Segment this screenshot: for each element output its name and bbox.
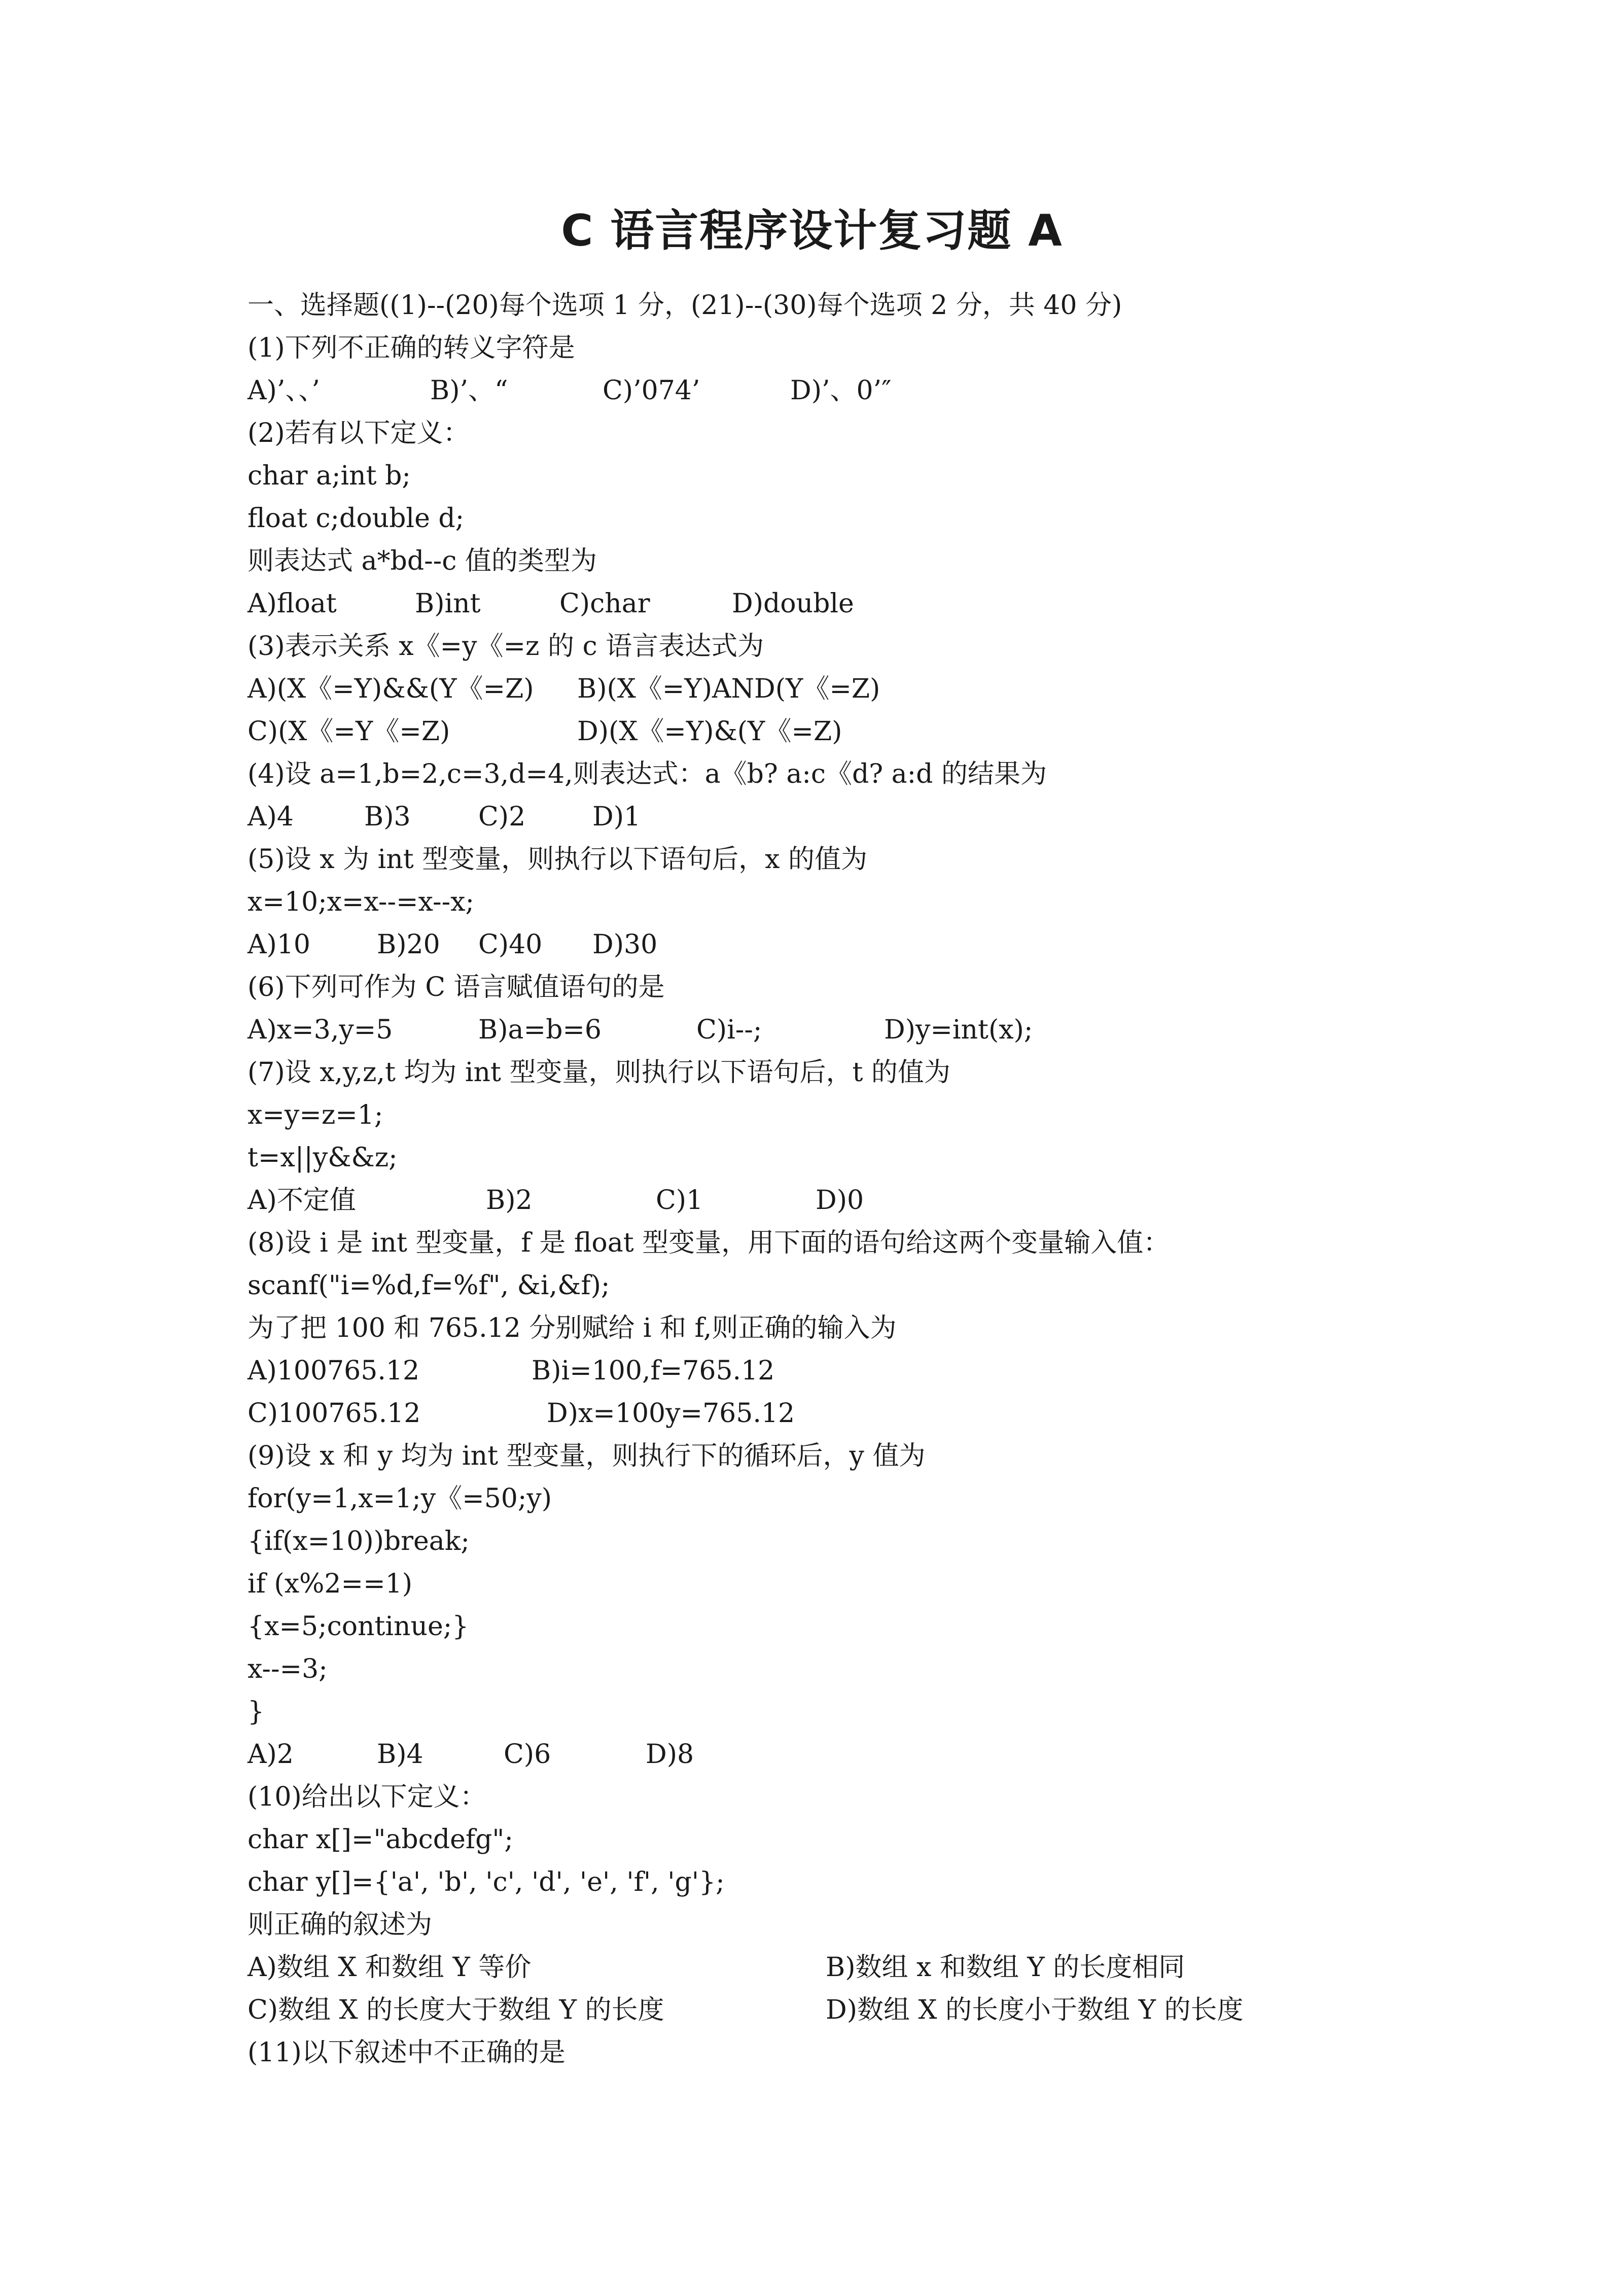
- question-3-options-row-1: [248, 668, 1414, 710]
- option-a: A)(X《=Y)&&(Y《=Z): [248, 674, 534, 704]
- option-a: A)不定值: [248, 1185, 356, 1216]
- option-b: B)int: [415, 589, 481, 619]
- option-a: A)float: [248, 589, 337, 619]
- page-title: C 语言程序设计复习题 A: [561, 205, 1063, 256]
- question-8-options-row-2: [248, 1392, 1414, 1435]
- option-b: B)2: [486, 1185, 533, 1216]
- question-1-options: [248, 369, 1414, 412]
- section-heading: 一、选择题((1)--(20)每个选项 1 分，(21)--(30)每个选项 2 分，共 40 分): [248, 290, 1122, 321]
- option-b: B)数组 x 和数组 Y 的长度相同: [826, 1952, 1185, 1983]
- question-11-stem: (11)以下叙述中不正确的是: [248, 2037, 566, 2068]
- option-a: A)10: [248, 929, 311, 960]
- question-4-stem: (4)设 a=1,b=2,c=3,d=4,则表达式：a《b? a:c《d? a:d 的结果为: [248, 759, 1047, 789]
- code-line: x=10;x=x--=x--x;: [248, 887, 475, 917]
- option-b: B)’、“: [430, 375, 508, 406]
- option-b: B)a=b=6: [478, 1015, 602, 1045]
- option-c: C)char: [559, 589, 650, 619]
- option-d: D)double: [732, 589, 854, 619]
- option-b: B)3: [364, 802, 411, 832]
- question-5-options: [248, 923, 1414, 966]
- question-2-options: [248, 582, 1414, 625]
- option-c: C)40: [478, 929, 543, 960]
- option-d: D)8: [646, 1739, 694, 1770]
- code-line: char a;int b;: [248, 461, 411, 491]
- option-b: B)i=100,f=765.12: [532, 1356, 775, 1386]
- option-c: C)100765.12: [248, 1398, 421, 1429]
- code-line: x--=3;: [248, 1654, 328, 1684]
- question-2-stem: (2)若有以下定义：: [248, 418, 470, 448]
- code-line: {x=5;continue;}: [248, 1611, 469, 1642]
- code-line: {if(x=10))break;: [248, 1526, 470, 1557]
- option-c: C)i--;: [696, 1015, 762, 1045]
- option-c: C)(X《=Y《=Z): [248, 716, 450, 747]
- option-b: B)4: [377, 1739, 423, 1770]
- option-d: D)x=100y=765.12: [547, 1398, 795, 1429]
- document-body: [248, 284, 1414, 2074]
- code-line: float c;double d;: [248, 503, 465, 534]
- question-9-stem: (9)设 x 和 y 均为 int 型变量，则执行下的循环后，y 值为: [248, 1441, 926, 1471]
- option-c: C)1: [656, 1185, 703, 1216]
- code-line: if (x%2==1): [248, 1569, 413, 1599]
- option-d: D)0: [816, 1185, 864, 1216]
- question-1-stem: (1)下列不正确的转义字符是: [248, 333, 575, 363]
- option-d: D)30: [592, 929, 658, 960]
- code-line: scanf("i=%d,f=%f", &i,&f);: [248, 1270, 610, 1301]
- option-a: A)x=3,y=5: [248, 1015, 393, 1045]
- question-8-ask: 为了把 100 和 765.12 分别赋给 i 和 f,则正确的输入为: [248, 1313, 897, 1343]
- option-a: A)’、、’: [248, 375, 320, 406]
- option-c: C)数组 X 的长度大于数组 Y 的长度: [248, 1995, 664, 2025]
- question-6-stem: (6)下列可作为 C 语言赋值语句的是: [248, 972, 665, 1002]
- option-c: C)2: [478, 802, 526, 832]
- option-b: B)20: [377, 929, 440, 960]
- option-d: D)’、0’″: [790, 375, 892, 406]
- question-10-ask: 则正确的叙述为: [248, 1910, 433, 1940]
- option-a: A)2: [248, 1739, 294, 1770]
- option-a: A)数组 X 和数组 Y 等价: [248, 1952, 532, 1983]
- question-10-options-row-2: [248, 1989, 1414, 2031]
- question-3-options-row-2: [248, 710, 1414, 753]
- option-a: A)100765.12: [248, 1356, 420, 1386]
- question-10-stem: (10)给出以下定义：: [248, 1782, 486, 1812]
- question-5-stem: (5)设 x 为 int 型变量，则执行以下语句后，x 的值为: [248, 844, 867, 875]
- question-3-stem: (3)表示关系 x《=y《=z 的 c 语言表达式为: [248, 631, 764, 662]
- option-c: C)6: [504, 1739, 551, 1770]
- code-line: }: [248, 1697, 265, 1727]
- code-line: char x[]="abcdefg";: [248, 1824, 513, 1855]
- question-9-options: [248, 1733, 1414, 1776]
- question-6-options: [248, 1009, 1414, 1051]
- question-10-options-row-1: [248, 1946, 1414, 1989]
- option-d: D)(X《=Y)&(Y《=Z): [577, 716, 842, 747]
- code-line: char y[]={'a', 'b', 'c', 'd', 'e', 'f', 'g'};: [248, 1867, 725, 1897]
- question-8-stem: (8)设 i 是 int 型变量，f 是 float 型变量，用下面的语句给这两个变量输入值：: [248, 1228, 1170, 1258]
- code-line: x=y=z=1;: [248, 1100, 383, 1130]
- option-d: D)1: [592, 802, 641, 832]
- code-line: t=x||y&&z;: [248, 1143, 398, 1173]
- question-7-stem: (7)设 x,y,z,t 均为 int 型变量，则执行以下语句后，t 的值为: [248, 1057, 950, 1088]
- option-d: D)y=int(x);: [884, 1015, 1033, 1045]
- code-line: for(y=1,x=1;y《=50;y): [248, 1483, 552, 1514]
- question-7-options: [248, 1179, 1414, 1222]
- question-2-ask: 则表达式 a*bd--c 值的类型为: [248, 546, 597, 576]
- question-4-options: [248, 796, 1414, 838]
- option-a: A)4: [248, 802, 294, 832]
- option-c: C)’074’: [603, 375, 700, 406]
- option-d: D)数组 X 的长度小于数组 Y 的长度: [826, 1995, 1244, 2025]
- option-b: B)(X《=Y)AND(Y《=Z): [577, 674, 880, 704]
- question-8-options-row-1: [248, 1350, 1414, 1392]
